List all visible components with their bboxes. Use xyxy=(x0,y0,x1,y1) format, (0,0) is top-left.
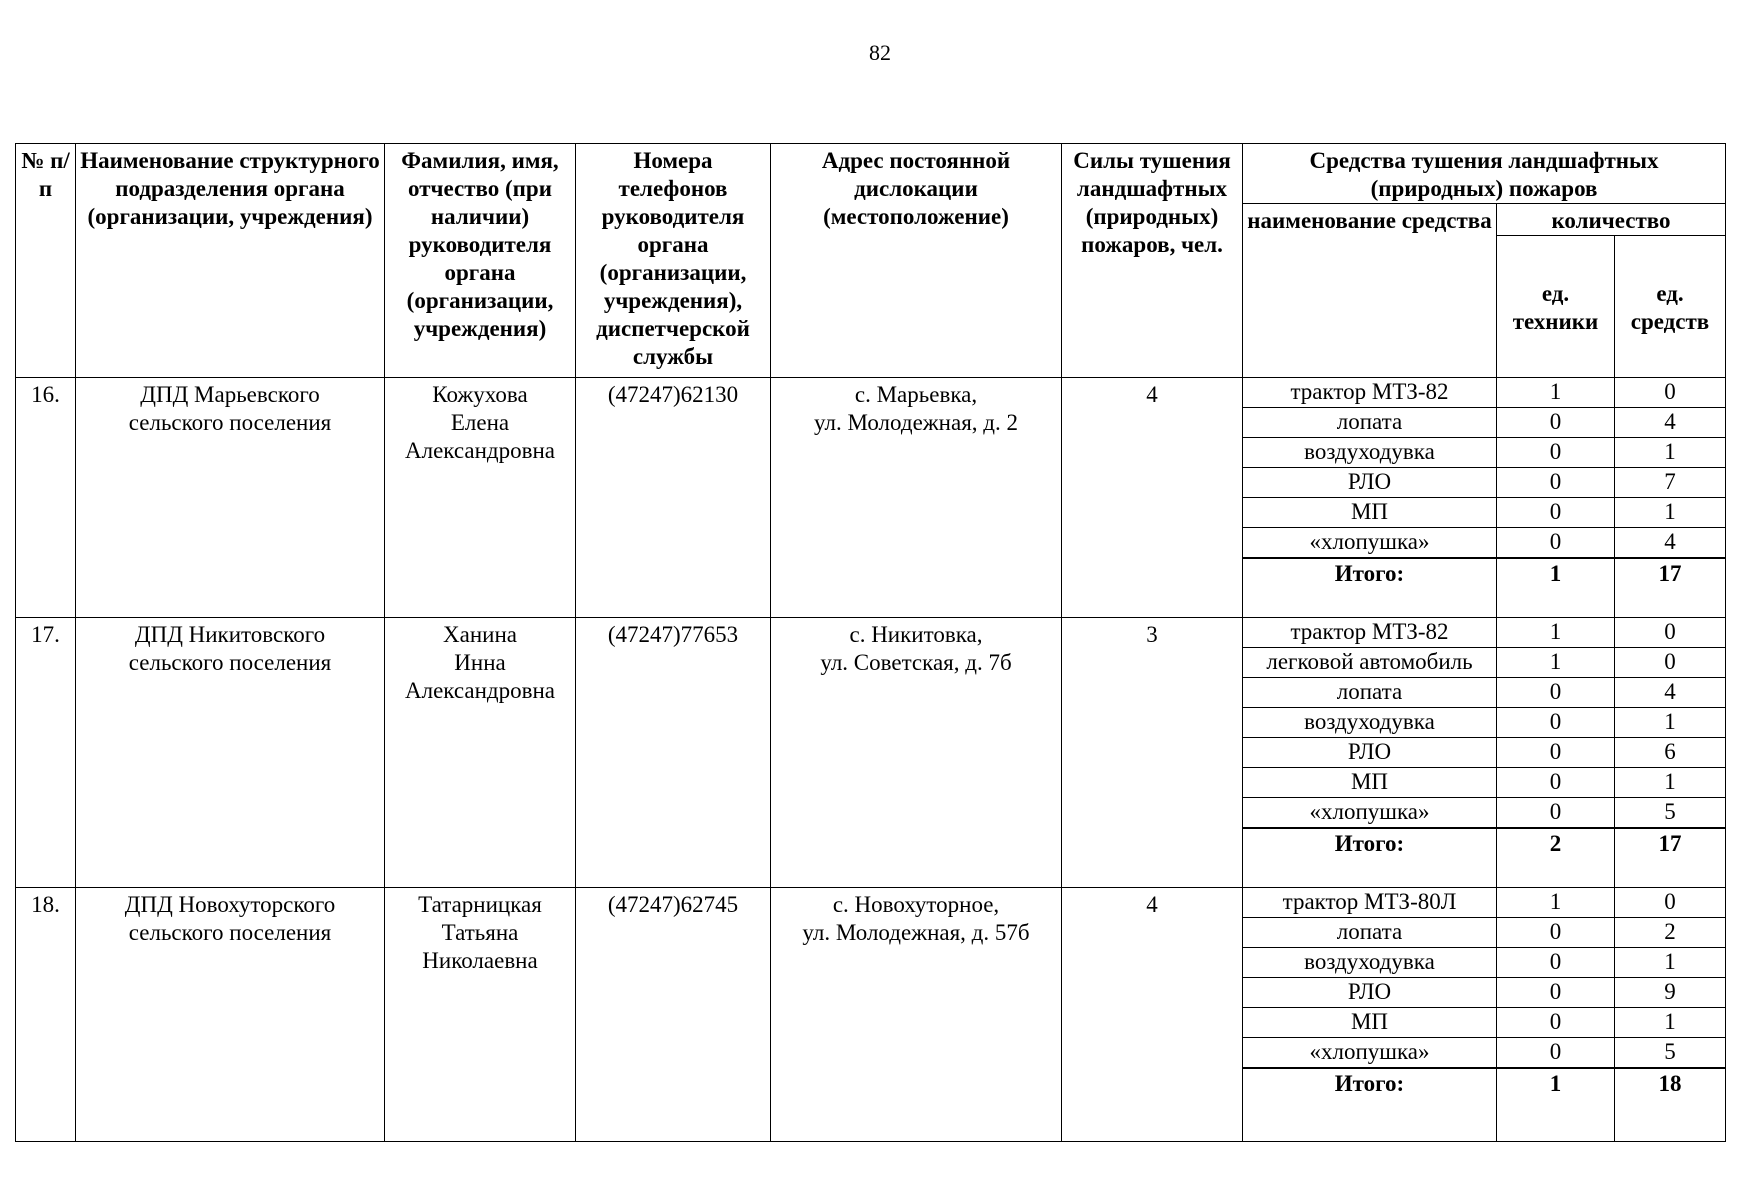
means-count: 5 xyxy=(1615,1038,1726,1069)
header-forces: Силы тушения ландшафтных (природных) пожаров, чел. xyxy=(1062,144,1243,378)
head-name-line: Инна xyxy=(454,650,506,676)
header-head-name: Фамилия, имя, отчество (при наличии) руководителя органа (организации, учреждения) xyxy=(385,144,576,378)
total-tech: 1 xyxy=(1497,558,1615,618)
total-label: Итого: xyxy=(1243,558,1497,618)
means-tech: 0 xyxy=(1497,798,1615,829)
header-phones: Номера телефонов руководителя органа (организации, учреждения), диспетчерской службы xyxy=(576,144,771,378)
header-units-means: ед. средств xyxy=(1615,236,1726,378)
head-name-line: Татарницкая xyxy=(418,892,542,918)
address-line: ул. Молодежная, д. 57б xyxy=(802,920,1030,946)
group-num: 18. xyxy=(16,888,76,1142)
unit-name-line: сельского поселения xyxy=(128,650,332,676)
means-tech: 0 xyxy=(1497,948,1615,978)
means-name: лопата xyxy=(1243,918,1497,948)
forces-cell: 3 xyxy=(1062,618,1243,888)
unit-name-line: ДПД Марьевского xyxy=(140,382,320,408)
means-count: 0 xyxy=(1615,378,1726,408)
address-cell xyxy=(771,888,1062,1142)
means-name: РЛО xyxy=(1243,468,1497,498)
address-line: ул. Молодежная, д. 2 xyxy=(814,410,1018,436)
head-name-cell xyxy=(385,618,576,888)
group-num: 16. xyxy=(16,378,76,618)
unit-name-line: ДПД Никитовского xyxy=(134,622,326,648)
means-count: 4 xyxy=(1615,408,1726,438)
means-count: 0 xyxy=(1615,618,1726,648)
address-line: с. Никитовка, xyxy=(849,622,983,648)
unit-name-line: сельского поселения xyxy=(128,410,332,436)
total-means: 17 xyxy=(1615,558,1726,618)
head-name-line: Александровна xyxy=(405,438,555,464)
address-cell xyxy=(771,618,1062,888)
total-tech: 1 xyxy=(1497,1068,1615,1142)
total-means: 18 xyxy=(1615,1068,1726,1142)
header-num: № п/п xyxy=(16,144,76,378)
means-count: 9 xyxy=(1615,978,1726,1008)
means-name: «хлопушка» xyxy=(1243,1038,1497,1069)
means-count: 1 xyxy=(1615,708,1726,738)
means-name: «хлопушка» xyxy=(1243,798,1497,829)
means-count: 5 xyxy=(1615,798,1726,829)
means-tech: 1 xyxy=(1497,618,1615,648)
means-name: воздуходувка xyxy=(1243,438,1497,468)
means-tech: 0 xyxy=(1497,768,1615,798)
address-line: с. Новохуторное, xyxy=(832,892,1000,918)
phone-cell: (47247)77653 xyxy=(576,618,771,888)
means-tech: 0 xyxy=(1497,1008,1615,1038)
means-count: 1 xyxy=(1615,438,1726,468)
forces-cell: 4 xyxy=(1062,888,1243,1142)
means-count: 1 xyxy=(1615,768,1726,798)
means-count: 0 xyxy=(1615,648,1726,678)
header-unit-name: Наименование структурного подразделения органа (организации, учреждения) xyxy=(76,144,385,378)
head-name-cell xyxy=(385,378,576,618)
means-name: легковой автомобиль xyxy=(1243,648,1497,678)
unit-name-cell xyxy=(76,378,385,618)
means-name: воздуходувка xyxy=(1243,948,1497,978)
phone-cell: (47247)62130 xyxy=(576,378,771,618)
total-label: Итого: xyxy=(1243,828,1497,888)
means-count: 2 xyxy=(1615,918,1726,948)
means-count: 1 xyxy=(1615,948,1726,978)
means-name: лопата xyxy=(1243,678,1497,708)
unit-name-line: ДПД Новохуторского xyxy=(124,892,336,918)
means-name: МП xyxy=(1243,1008,1497,1038)
unit-name-cell xyxy=(76,888,385,1142)
fire-means-table xyxy=(15,143,1726,1142)
means-count: 0 xyxy=(1615,888,1726,918)
means-name: МП xyxy=(1243,498,1497,528)
means-tech: 0 xyxy=(1497,918,1615,948)
header-units-tech: ед. техники xyxy=(1497,236,1615,378)
group-17 xyxy=(16,618,1726,888)
group-num: 17. xyxy=(16,618,76,888)
means-name: МП xyxy=(1243,768,1497,798)
group-16 xyxy=(16,378,1726,618)
group-18 xyxy=(16,888,1726,1142)
unit-name-line: сельского поселения xyxy=(128,920,332,946)
head-name-line: Кожухова xyxy=(432,382,528,408)
phone-cell: (47247)62745 xyxy=(576,888,771,1142)
header-address: Адрес постоянной дислокации (местоположение) xyxy=(771,144,1062,378)
unit-name-cell xyxy=(76,618,385,888)
forces-cell: 4 xyxy=(1062,378,1243,618)
means-name: лопата xyxy=(1243,408,1497,438)
means-tech: 0 xyxy=(1497,528,1615,559)
means-count: 1 xyxy=(1615,1008,1726,1038)
head-name-cell xyxy=(385,888,576,1142)
means-name: трактор МТЗ-82 xyxy=(1243,378,1497,408)
address-line: ул. Советская, д. 7б xyxy=(820,650,1012,676)
means-name: трактор МТЗ-82 xyxy=(1243,618,1497,648)
head-name-line: Николаевна xyxy=(422,948,538,974)
head-name-line: Ханина xyxy=(443,622,517,648)
means-tech: 0 xyxy=(1497,678,1615,708)
means-tech: 0 xyxy=(1497,1038,1615,1069)
head-name-line: Елена xyxy=(450,410,510,436)
header-means-group: Средства тушения ландшафтных (природных) пожаров xyxy=(1243,144,1726,204)
head-name-line: Александровна xyxy=(405,678,555,704)
means-name: трактор МТЗ-80Л xyxy=(1243,888,1497,918)
means-count: 1 xyxy=(1615,498,1726,528)
total-means: 17 xyxy=(1615,828,1726,888)
header-means-name: наименование средства xyxy=(1243,204,1497,378)
address-line: с. Марьевка, xyxy=(854,382,978,408)
means-name: воздуходувка xyxy=(1243,708,1497,738)
total-label: Итого: xyxy=(1243,1068,1497,1142)
total-tech: 2 xyxy=(1497,828,1615,888)
means-count: 4 xyxy=(1615,528,1726,559)
means-name: РЛО xyxy=(1243,978,1497,1008)
means-tech: 0 xyxy=(1497,408,1615,438)
means-name: РЛО xyxy=(1243,738,1497,768)
table-header xyxy=(16,144,1726,378)
means-tech: 0 xyxy=(1497,498,1615,528)
means-tech: 0 xyxy=(1497,738,1615,768)
means-tech: 0 xyxy=(1497,978,1615,1008)
means-count: 4 xyxy=(1615,678,1726,708)
page-number: 82 xyxy=(869,40,891,65)
means-tech: 1 xyxy=(1497,888,1615,918)
header-quantity: количество xyxy=(1497,204,1726,236)
means-tech: 1 xyxy=(1497,378,1615,408)
means-tech: 0 xyxy=(1497,468,1615,498)
address-cell xyxy=(771,378,1062,618)
means-tech: 0 xyxy=(1497,438,1615,468)
means-name: «хлопушка» xyxy=(1243,528,1497,559)
means-count: 7 xyxy=(1615,468,1726,498)
means-tech: 0 xyxy=(1497,708,1615,738)
means-tech: 1 xyxy=(1497,648,1615,678)
head-name-line: Татьяна xyxy=(441,920,519,946)
means-count: 6 xyxy=(1615,738,1726,768)
